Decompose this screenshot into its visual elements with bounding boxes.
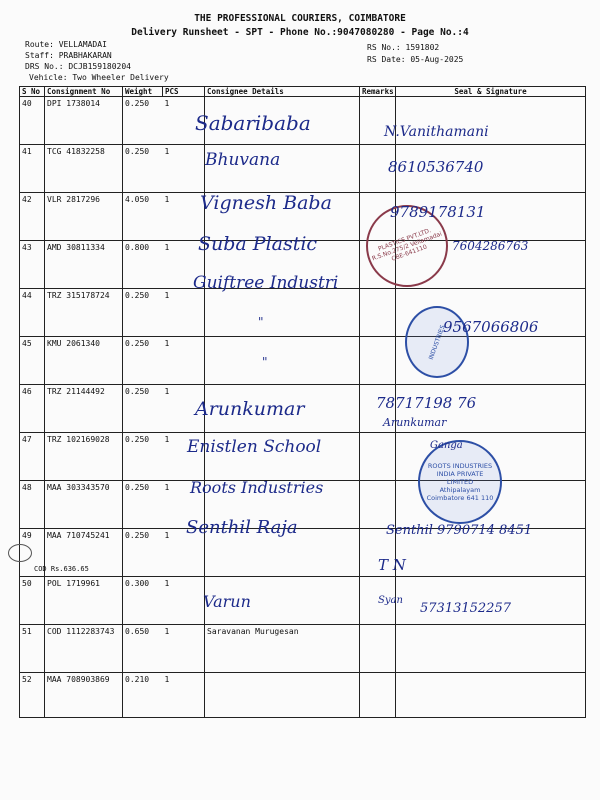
row-remarks [360, 433, 396, 481]
row-weight: 4.050 [123, 193, 163, 241]
row-consignee [205, 673, 360, 718]
stamp-text: INDUSTRIES [427, 323, 447, 361]
row-remarks [360, 625, 396, 673]
row-weight: 0.300 [123, 577, 163, 625]
handwritten-name: Varun [203, 592, 251, 611]
row-weight: 0.250 [123, 289, 163, 337]
row-pcs: 1 [163, 241, 205, 289]
handwritten-name: Roots Industries [190, 478, 324, 497]
runsheet-title: THE PROFESSIONAL COURIERS, COIMBATORE [194, 13, 406, 24]
row-weight: 0.250 [123, 145, 163, 193]
row-weight: 0.250 [123, 433, 163, 481]
row-sno: 49 [20, 529, 45, 577]
row-remarks [360, 673, 396, 718]
col-remarks: Remarks [360, 87, 396, 97]
row-seal [396, 673, 586, 718]
row-consignment: POL 1719961 [45, 577, 123, 625]
row-sno: 44 [20, 289, 45, 337]
row-weight: 0.250 [123, 97, 163, 145]
col-sno: S No [20, 87, 45, 97]
row-pcs: 1 [163, 193, 205, 241]
handwritten-name: Arunkumar [195, 398, 305, 420]
row-sno: 45 [20, 337, 45, 385]
row-consignment: MAA 708903869 [45, 673, 123, 718]
route: Route: VELLAMADAI [25, 40, 107, 49]
row-sno: 40 [20, 97, 45, 145]
handwritten-name: " [262, 355, 268, 369]
signature: Syan [378, 595, 403, 606]
handwritten-name: Vignesh Baba [200, 192, 332, 214]
row-sno: 43 [20, 241, 45, 289]
row-pcs: 1 [163, 625, 205, 673]
row-weight: 0.800 [123, 241, 163, 289]
row-sno: 50 [20, 577, 45, 625]
row-consignment: MAA 710745241 [45, 529, 123, 577]
signature: 78717198 76 [376, 394, 477, 412]
handwritten-name: Enistlen School [187, 437, 322, 457]
vehicle: Vehicle: Two Wheeler Delivery [29, 73, 169, 82]
rs-date: RS Date: 05-Aug-2025 [367, 55, 464, 64]
table-row [20, 145, 586, 193]
handwritten-name: Bhuvana [205, 150, 281, 170]
row-pcs: 1 [163, 433, 205, 481]
row-seal [396, 625, 586, 673]
staff: Staff: PRABHAKARAN [25, 51, 112, 60]
row-weight: 0.250 [123, 385, 163, 433]
signature: Ganga [430, 440, 463, 451]
row-sno: 48 [20, 481, 45, 529]
handwritten-name: " [258, 315, 264, 329]
circle-mark [8, 544, 32, 562]
row-consignment: AMD 30811334 [45, 241, 123, 289]
row-pcs: 1 [163, 337, 205, 385]
table-row [20, 337, 586, 385]
cod-amount: COD Rs.636.65 [34, 565, 89, 573]
signature: 9789178131 [390, 203, 486, 221]
row-consignment: VLR 2817296 [45, 193, 123, 241]
row-sno: 41 [20, 145, 45, 193]
col-weight: Weight [123, 87, 163, 97]
row-sno: 47 [20, 433, 45, 481]
row-consignee [205, 289, 360, 337]
row-consignment: KMU 2061340 [45, 337, 123, 385]
row-consignment: COD 1112283743 [45, 625, 123, 673]
row-sno: 46 [20, 385, 45, 433]
row-weight: 0.250 [123, 481, 163, 529]
row-weight: 0.650 [123, 625, 163, 673]
row-sno: 52 [20, 673, 45, 718]
row-pcs: 1 [163, 97, 205, 145]
row-consignee: Saravanan Murugesan [205, 625, 360, 673]
row-pcs: 1 [163, 289, 205, 337]
row-remarks [360, 337, 396, 385]
row-sno: 51 [20, 625, 45, 673]
stamp-text: ROOTS INDUSTRIES INDIA PRIVATE LIMITED Athipalayam Coimbatore 641 110 [426, 462, 494, 502]
row-pcs: 1 [163, 385, 205, 433]
company-stamp [418, 440, 502, 524]
signature: Arunkumar [383, 416, 447, 429]
handwritten-name: Guiftree Industri [193, 273, 339, 293]
handwritten-name: Senthil Raja [186, 517, 298, 538]
signature: T N [378, 556, 406, 574]
signature: 7604286763 [452, 239, 529, 253]
signature: N.Vanithamani [384, 124, 489, 140]
row-weight: 0.250 [123, 529, 163, 577]
handwritten-name: Suba Plastic [198, 233, 318, 255]
table-header [20, 87, 586, 97]
row-consignment: TRZ 21144492 [45, 385, 123, 433]
row-remarks [360, 481, 396, 529]
row-sno: 42 [20, 193, 45, 241]
row-consignee [205, 337, 360, 385]
col-consignee: Consignee Details [205, 87, 360, 97]
row-consignment: TCG 41832258 [45, 145, 123, 193]
table-row [20, 673, 586, 718]
signature: 57313152257 [420, 601, 511, 616]
row-pcs: 1 [163, 577, 205, 625]
drs-number: DRS No.: DCJB159180204 [25, 62, 131, 71]
table-row [20, 625, 586, 673]
stamp-text: PLASTICS PVT.LTD. R.S.No.275/2 Vellamadai CBE-641110 [371, 226, 443, 263]
row-consignment: DPI 1738014 [45, 97, 123, 145]
col-consignment: Consignment No [45, 87, 123, 97]
row-weight: 0.210 [123, 673, 163, 718]
signature: Senthil 9790714 8451 [386, 523, 533, 538]
row-consignment: TRZ 102169028 [45, 433, 123, 481]
signature: 8610536740 [388, 158, 484, 176]
row-remarks [360, 289, 396, 337]
col-pcs: PCS [163, 87, 205, 97]
row-pcs: 1 [163, 529, 205, 577]
runsheet-subtitle: Delivery Runsheet - SPT - Phone No.:9047080280 - Page No.:4 [131, 27, 469, 38]
signature: 9567066806 [443, 318, 539, 336]
rs-number: RS No.: 1591802 [367, 43, 440, 52]
col-seal: Seal & Signature [396, 87, 586, 97]
row-weight: 0.250 [123, 337, 163, 385]
row-pcs: 1 [163, 481, 205, 529]
row-pcs: 1 [163, 145, 205, 193]
row-consignment: TRZ 315178724 [45, 289, 123, 337]
row-consignment: MAA 303343570 [45, 481, 123, 529]
row-pcs: 1 [163, 673, 205, 718]
company-stamp [405, 306, 469, 378]
handwritten-name: Sabaribaba [195, 111, 311, 135]
